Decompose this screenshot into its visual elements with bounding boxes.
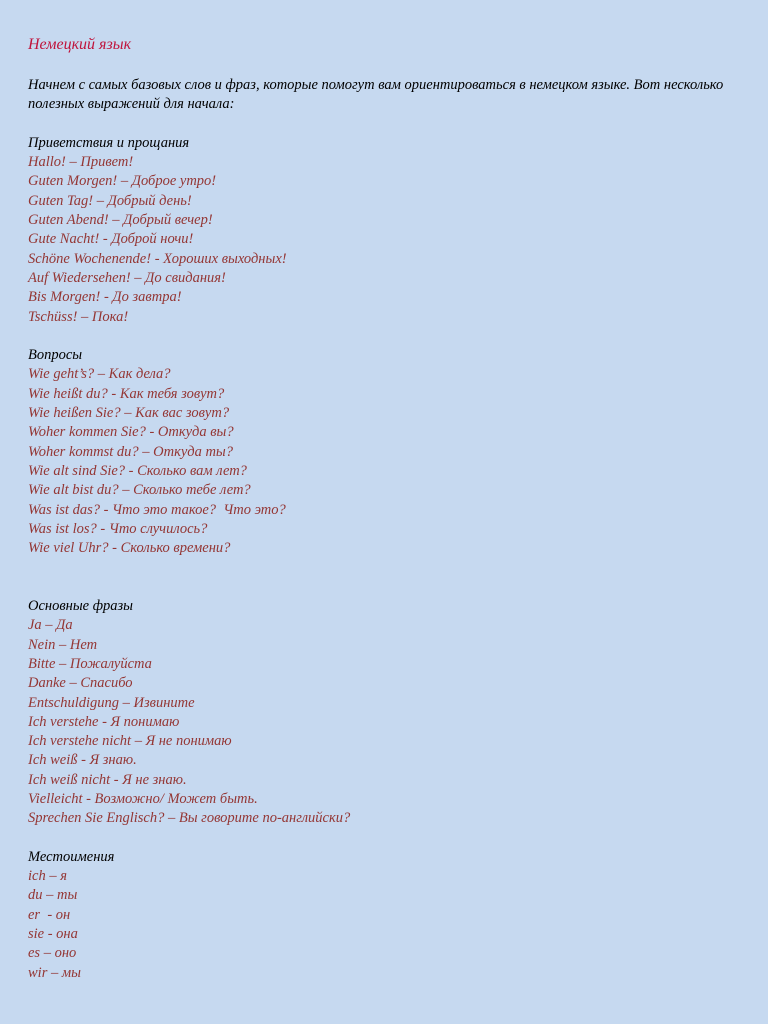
phrase-line: Nein – Нет	[28, 636, 98, 653]
spacer	[28, 60, 748, 76]
phrase-line: Schöne Wochenende! - Хороших выходных!	[28, 250, 287, 267]
phrase-line: Ja – Да	[28, 617, 73, 634]
section-pronouns	[28, 848, 748, 983]
phrase-line: Ich verstehe - Я понимаю	[28, 713, 180, 730]
document-page	[28, 30, 748, 983]
phrase-line: Was ist das? - Что это такое? Что это?	[28, 501, 286, 518]
spacer	[28, 327, 748, 346]
phrase-line: Woher kommst du? – Откуда ты?	[28, 443, 233, 460]
phrase-line: Ich verstehe nicht – Я не понимаю	[28, 733, 232, 750]
phrase-line: ich – я	[28, 868, 67, 885]
phrase-line: Danke – Спасибо	[28, 675, 133, 692]
section-heading: Основные фразы	[28, 598, 133, 615]
phrase-line: Vielleicht - Возможно/ Может быть.	[28, 790, 258, 807]
spacer	[28, 829, 748, 848]
phrase-line: Guten Tag! – Добрый день!	[28, 192, 192, 209]
phrase-line: Tschüss! – Пока!	[28, 308, 129, 325]
section-greetings	[28, 134, 748, 327]
phrase-line: Wie viel Uhr? - Сколько времени?	[28, 540, 231, 557]
phrase-line: Woher kommen Sie? - Откуда вы?	[28, 424, 234, 441]
section-basic-phrases	[28, 597, 748, 829]
phrase-line: Wie alt bist du? – Сколько тебе лет?	[28, 482, 251, 499]
phrase-line: Sprechen Sie Englisch? – Вы говорите по-английски?	[28, 810, 351, 827]
section-heading: Приветствия и прощания	[28, 134, 190, 151]
phrase-line: Entschuldigung – Извините	[28, 694, 195, 711]
section-heading: Вопросы	[28, 347, 83, 364]
phrase-line: du – ты	[28, 887, 78, 904]
phrase-line: Was ist los? - Что случилось?	[28, 520, 208, 537]
phrase-line: Ich weiß - Я знаю.	[28, 752, 137, 769]
phrase-line: Gute Nacht! - Доброй ночи!	[28, 231, 194, 248]
intro-paragraph: Начнем с самых базовых слов и фраз, которые помогут вам ориентироваться в немецком языке. Вот несколько полезных выражений для начала:	[28, 77, 724, 113]
phrase-line: Bitte – Пожалуйста	[28, 655, 152, 672]
phrase-line: Guten Abend! – Добрый вечер!	[28, 212, 213, 229]
section-heading: Местоимения	[28, 848, 115, 865]
phrase-line: Wie geht’s? – Как дела?	[28, 366, 171, 383]
spacer	[28, 578, 748, 597]
phrase-line: wir – мы	[28, 964, 81, 981]
phrase-line: Wie alt sind Sie? - Сколько вам лет?	[28, 462, 247, 479]
phrase-line: es – оно	[28, 945, 77, 962]
document-title: Немецкий язык	[28, 36, 132, 53]
phrase-line: Hallo! – Привет!	[28, 154, 134, 171]
phrase-line: Bis Morgen! - До завтра!	[28, 289, 182, 306]
phrase-line: sie - она	[28, 926, 78, 943]
spacer	[28, 115, 748, 134]
phrase-line: Ich weiß nicht - Я не знаю.	[28, 771, 187, 788]
spacer	[28, 558, 748, 577]
phrase-line: Wie heißt du? - Как тебя зовут?	[28, 385, 225, 402]
phrase-line: Auf Wiedersehen! – До свидания!	[28, 269, 226, 286]
phrase-line: Guten Morgen! – Доброе утро!	[28, 173, 217, 190]
section-questions	[28, 346, 748, 558]
phrase-line: Wie heißen Sie? – Как вас зовут?	[28, 405, 230, 422]
phrase-line: er - он	[28, 906, 71, 923]
